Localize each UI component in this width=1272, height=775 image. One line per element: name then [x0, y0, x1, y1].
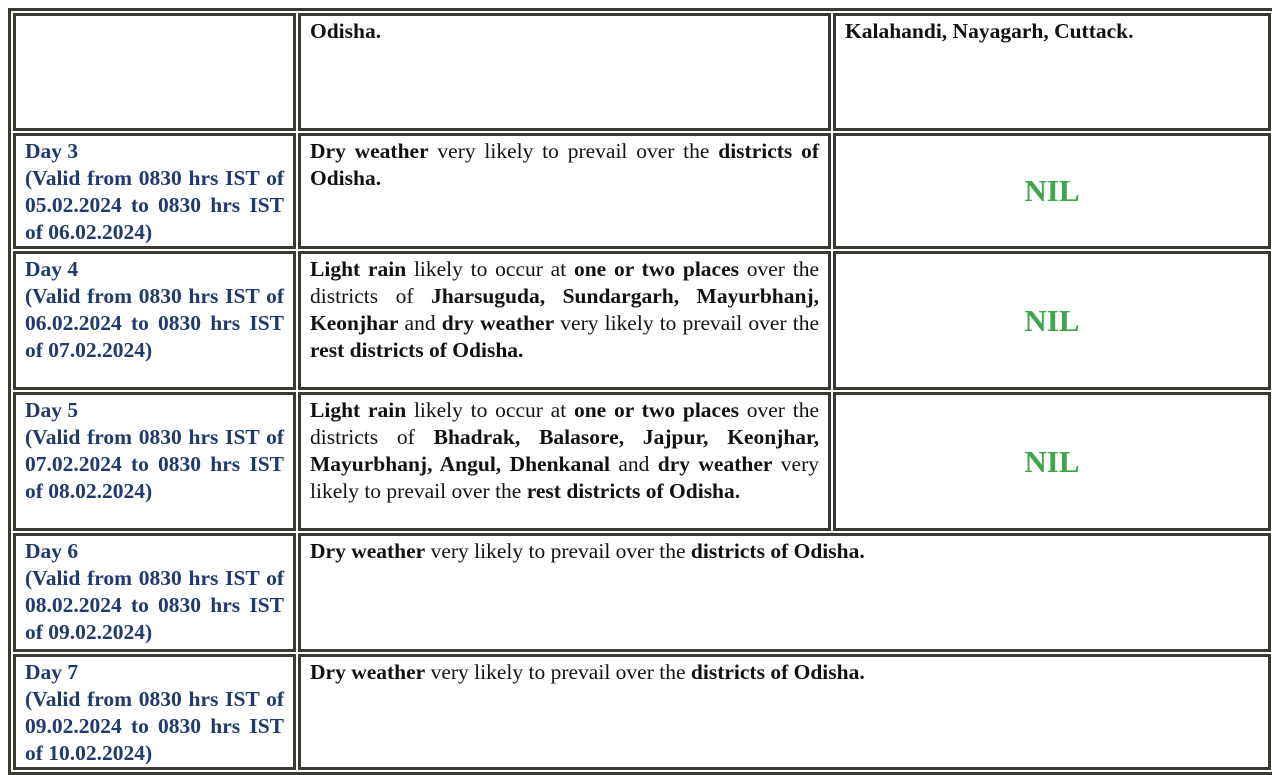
day-cell-empty: [13, 13, 296, 131]
desc-part: districts of Odisha.: [690, 539, 865, 563]
nil-warning-text: NIL: [1024, 443, 1080, 479]
nil-warning-text: NIL: [1024, 173, 1080, 208]
desc-part: rest districts of Odisha.: [526, 479, 741, 503]
day-validity: (Valid from 0830 hrs IST of 07.02.2024 to 0830 hrs IST of 08.02.2024): [25, 425, 284, 503]
warning-cell: [833, 392, 1271, 531]
desc-part: likely to occur at: [406, 398, 574, 422]
forecast-description-cell: [298, 13, 831, 131]
desc-part: dry weather: [441, 311, 555, 335]
day-validity: (Valid from 0830 hrs IST of 08.02.2024 to 0830 hrs IST of 09.02.2024): [25, 566, 284, 644]
table-row: [13, 533, 1271, 652]
forecast-description-cell: [298, 654, 1271, 770]
table-row: [13, 133, 1271, 249]
desc-part: very likely to prevail over the: [425, 539, 691, 563]
desc-part: over the districts of: [310, 398, 820, 449]
desc-part: Dry weather: [310, 660, 426, 684]
desc-part: one or two places: [573, 257, 739, 281]
desc-part: districts of Odisha.: [310, 139, 819, 190]
forecast-table: [8, 8, 1272, 775]
day-cell: [13, 133, 296, 249]
desc-part: very likely to prevail over the: [425, 660, 691, 684]
desc-part: dry weather: [657, 452, 773, 476]
day-cell: [13, 392, 296, 531]
day-label: Day 3: [25, 139, 79, 163]
desc-part: districts of Odisha.: [690, 660, 865, 684]
desc-part: very likely to prevail over the: [310, 452, 819, 503]
table-row: [13, 13, 1271, 131]
desc-part: Jharsuguda, Sundargarh, Mayurbhanj, Keonjhar: [310, 284, 819, 335]
desc-part: one or two places: [573, 398, 739, 422]
warning-districts-cell: Kalahandi, Nayagarh, Cuttack.: [833, 13, 1271, 131]
day-validity: (Valid from 0830 hrs IST of 09.02.2024 to 0830 hrs IST of 10.02.2024): [25, 687, 284, 765]
desc-part: and: [398, 311, 442, 335]
day-label: Day 5: [25, 398, 79, 422]
day-label: Day 7: [25, 660, 79, 684]
desc-part: Light rain: [310, 398, 407, 422]
day-label: Day 6: [25, 539, 79, 563]
desc-part: Bhadrak, Balasore, Jajpur, Keonjhar, Mayurbhanj, Angul, Dhenkanal: [310, 425, 819, 476]
desc-part: rest districts of Odisha.: [310, 338, 524, 362]
forecast-description-cell: [298, 251, 831, 390]
table-row: [13, 392, 1271, 531]
desc-part: over the districts of: [310, 257, 820, 308]
day-cell: [13, 533, 296, 652]
warning-cell: [833, 133, 1271, 249]
desc-part: likely to occur at: [406, 257, 574, 281]
desc-part: Light rain: [310, 257, 407, 281]
desc-part: Dry weather: [310, 539, 426, 563]
table-row: [13, 654, 1271, 770]
nil-warning-text: NIL: [1024, 302, 1080, 338]
desc-part: and: [609, 452, 658, 476]
day-validity: (Valid from 0830 hrs IST of 05.02.2024 to 0830 hrs IST of 06.02.2024): [25, 166, 284, 244]
forecast-description-cell: [298, 392, 831, 531]
forecast-description-text: Odisha.: [310, 19, 382, 43]
day-cell: [13, 251, 296, 390]
day-cell: [13, 654, 296, 770]
day-label: Day 4: [25, 257, 79, 281]
desc-part: very likely to prevail over the: [554, 311, 820, 335]
forecast-description-cell: [298, 533, 1271, 652]
day-validity: (Valid from 0830 hrs IST of 06.02.2024 to 0830 hrs IST of 07.02.2024): [25, 284, 284, 362]
warning-cell: [833, 251, 1271, 390]
desc-part: Dry weather: [310, 139, 429, 163]
forecast-description-cell: [298, 133, 831, 249]
table-row: [13, 251, 1271, 390]
desc-part: very likely to prevail over the: [428, 139, 719, 163]
